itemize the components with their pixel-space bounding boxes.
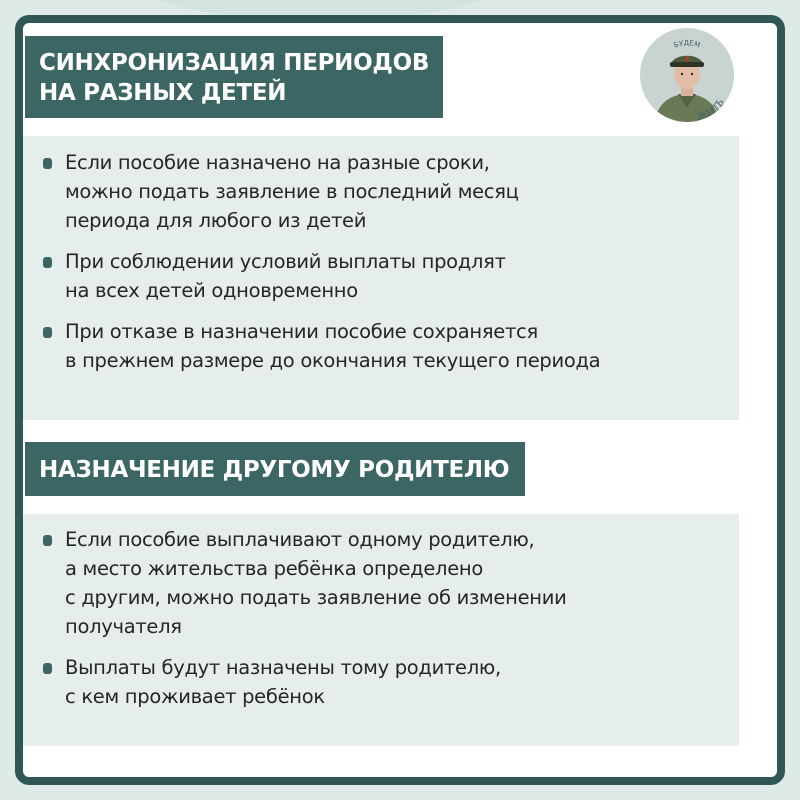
list-item-text: Если пособие назначено на разные сроки, можно подать заявление в последний месяц периода для любого из детей [65,151,519,232]
section-title-line: НА РАЗНЫХ ДЕТЕЙ [39,80,287,106]
bullet-icon [43,327,52,338]
logo-emblem-image [640,28,734,122]
bullet-icon [43,158,52,169]
section-panel-sync-periods [23,136,739,420]
list-item-text: Выплаты будут назначены тому родителю, с кем проживает ребёнок [65,656,501,708]
list-item [43,317,729,375]
list-item [43,247,729,305]
list-item-text: При соблюдении условий выплаты продлят на всех детей одновременно [65,250,506,302]
list-item [43,148,729,235]
bullet-icon [43,257,52,268]
bullet-list [43,148,729,375]
section-title-line: СИНХРОНИЗАЦИЯ ПЕРИОДОВ [39,50,430,76]
logo-text-bottom: ЖИТЬ [695,97,728,122]
list-item [43,525,729,641]
section-panel-other-parent [23,514,739,746]
list-item-text: При отказе в назначении пособие сохраняется в прежнем размере до окончания текущего периода [65,320,601,372]
list-item [43,653,729,711]
budem-zhit-logo [640,28,734,122]
logo-text-top: БУДЕМ [672,38,702,50]
section-title-other-parent: НАЗНАЧЕНИЕ ДРУГОМУ РОДИТЕЛЮ [25,442,525,496]
section-title-sync-periods [25,36,443,118]
bullet-icon [43,535,52,546]
bullet-list [43,525,729,711]
bullet-icon [43,663,52,674]
list-item-text: Если пособие выплачивают одному родителю, а место жительства ребёнка определено с другим, можно подать заявление об изменении получателя [65,528,567,638]
